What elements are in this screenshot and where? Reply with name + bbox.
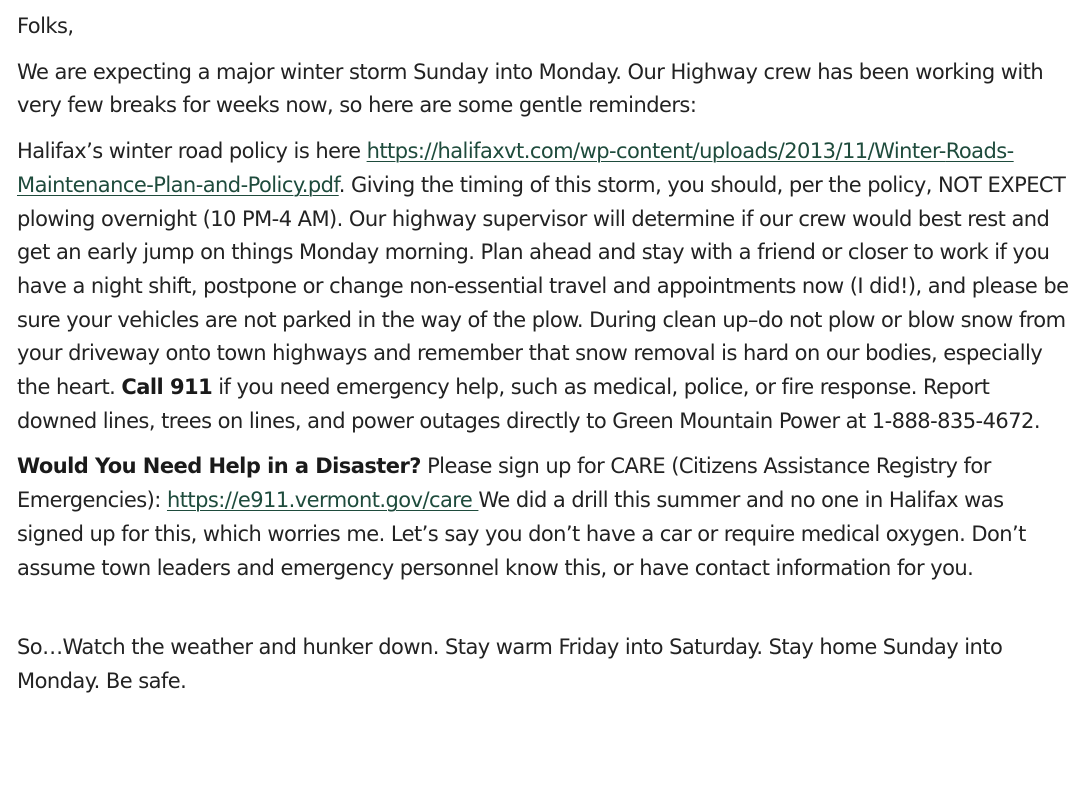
policy-end-text: if you need emergency help, such as medical, police, or fire response. Report downed lines, trees on lines, and power outages directly to Green Mountain Power at 1-888-835-4672. [17, 375, 1040, 433]
care-paragraph [17, 450, 1070, 585]
care-body-text: We did a drill this summer and no one in Halifax was signed up for this, which worries me. Let’s say you don’t have a car or require medical oxygen. Don’t assume town leaders and emergency personnel know this, or have contact information for you. [17, 488, 1026, 580]
intro-paragraph: We are expecting a major winter storm Sunday into Monday. Our Highway crew has been working with very few breaks for weeks now, so here are some gentle reminders: [17, 59, 1044, 118]
greeting: Folks, [17, 14, 74, 38]
closing-paragraph: So…Watch the weather and hunker down. Stay warm Friday into Saturday. Stay home Sunday into Monday. Be safe. [17, 635, 1003, 693]
care-heading: Would You Need Help in a Disaster? [17, 454, 421, 479]
call-911-emphasis: Call 911 [121, 375, 213, 400]
policy-paragraph [17, 135, 1070, 438]
care-registry-link[interactable]: https://e911.vermont.gov/care [166, 488, 479, 513]
winter-road-policy-link[interactable]: https://halifaxvt.com/wp-content/uploads/2013/11/Winter-Roads-Maintenance-Plan-and-Policy.pdf [17, 139, 1014, 197]
care-intro-text: Please sign up for CARE (Citizens Assistance Registry for Emergencies): [17, 454, 991, 513]
policy-lead-text: Halifax’s winter road policy is here [17, 139, 367, 164]
policy-body-text: . Giving the timing of this storm, you should, per the policy, NOT EXPECT plowing overnight (10 PM-4 AM). Our highway supervisor will determine if our crew would best rest and get an early jump on things Monday morning. Plan ahead and stay with a friend or closer to work if you have a night shift, postpone or change non-essential travel and appointments now (I did!), and please be sure your vehicles are not parked in the way of the plow. During clean up–do not plow or blow snow from your driveway onto town highways and remember that snow removal is hard on our bodies, especially the heart. [17, 172, 1069, 400]
